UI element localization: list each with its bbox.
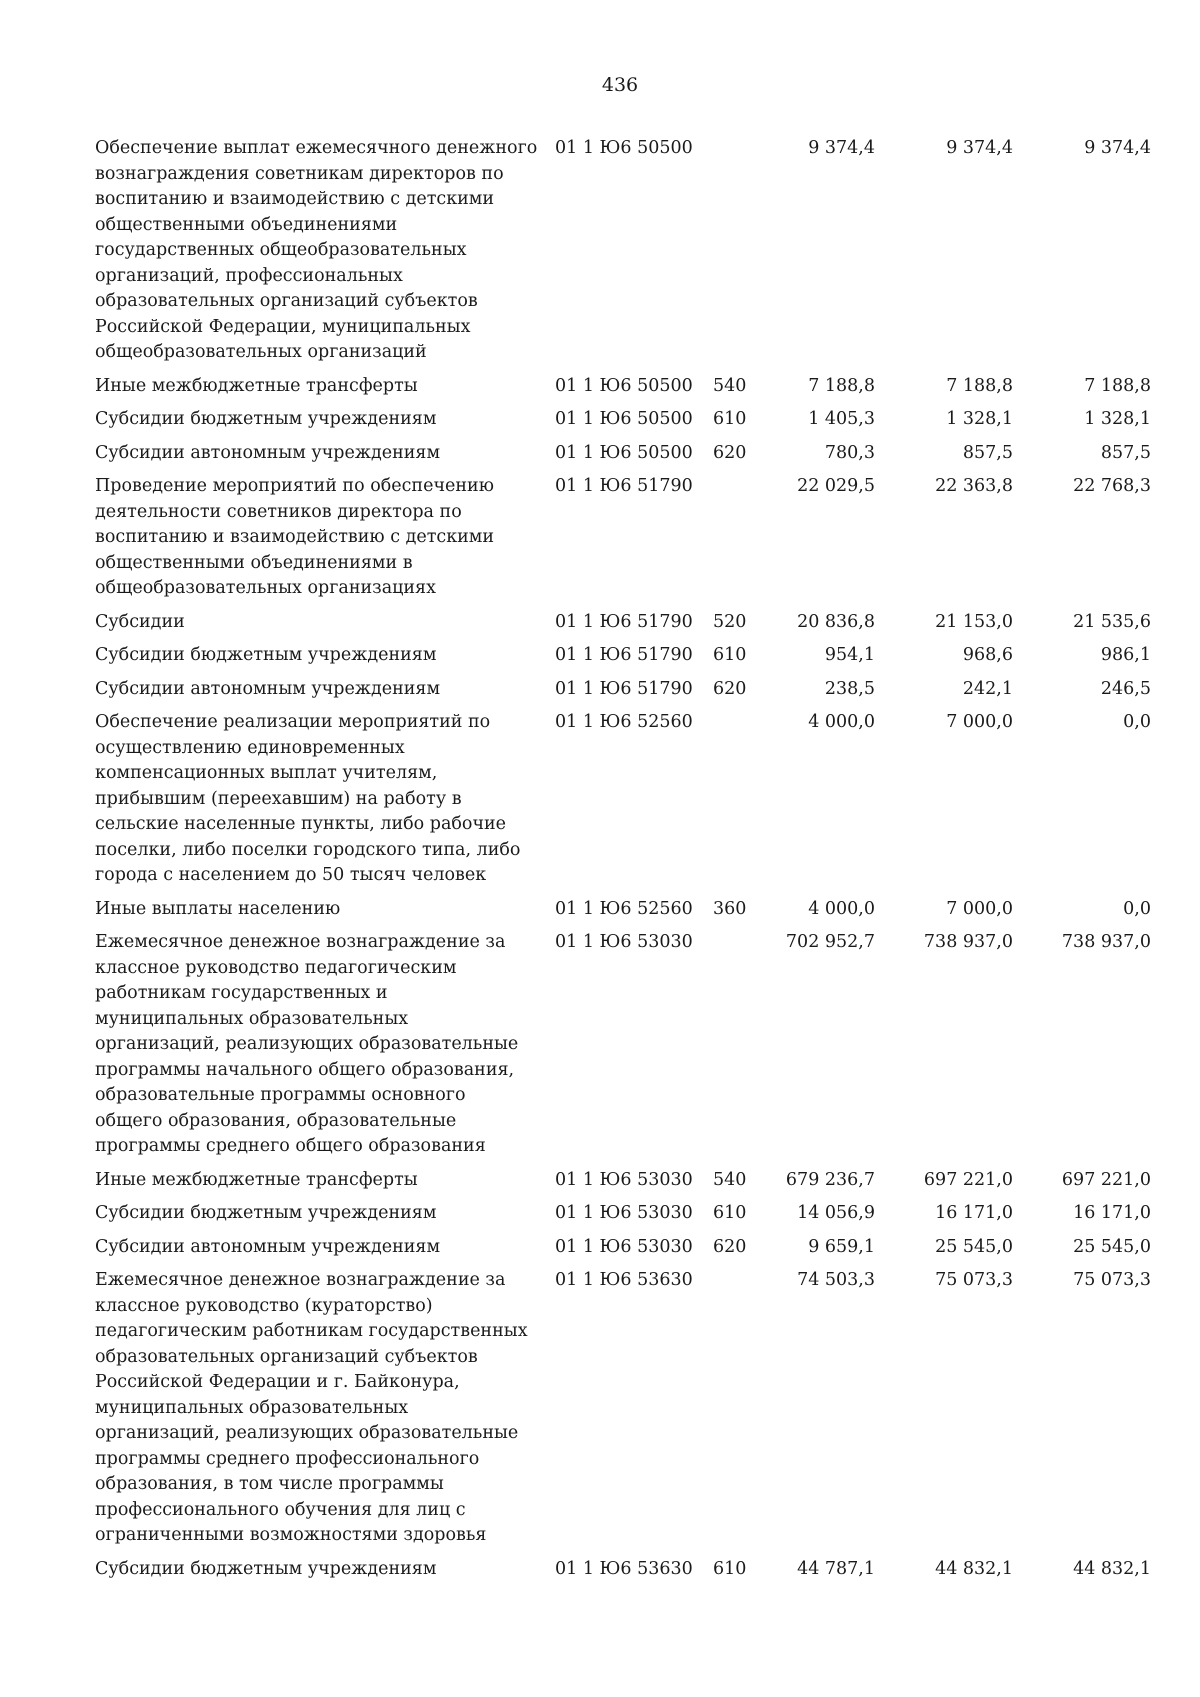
row-description: Субсидии	[95, 611, 185, 632]
row-code: 01 1 Ю6 51790	[555, 476, 693, 496]
row-value-year-1: 679 236,7	[785, 1169, 875, 1190]
table-row	[95, 1201, 1165, 1227]
row-value-year-3: 246,5	[1100, 678, 1151, 699]
row-expense-type: 610	[713, 1558, 747, 1579]
table-row	[95, 677, 1165, 703]
row-value-year-3: 738 937,0	[1061, 932, 1151, 952]
table-row	[95, 136, 1165, 366]
row-expense-type: 620	[713, 1236, 747, 1257]
table-row	[95, 1557, 1165, 1583]
row-value-year-2: 242,1	[962, 678, 1013, 699]
row-value-year-2: 857,5	[962, 442, 1013, 463]
row-value-year-1: 1 405,3	[808, 409, 875, 429]
row-code: 01 1 Ю6 51790	[555, 611, 693, 632]
row-value-year-1: 702 952,7	[785, 932, 875, 952]
row-value-year-2: 44 832,1	[935, 1558, 1013, 1579]
row-value-year-1: 20 836,8	[797, 611, 875, 632]
row-value-year-1: 4 000,0	[808, 898, 875, 919]
row-description: Субсидии автономным учреждениям	[95, 678, 441, 699]
row-value-year-1: 954,1	[824, 645, 875, 665]
table-row	[95, 710, 1165, 889]
row-value-year-1: 44 787,1	[797, 1558, 875, 1579]
budget-table	[95, 136, 1165, 1590]
table-row	[95, 407, 1165, 433]
row-value-year-3: 0,0	[1123, 898, 1151, 919]
table-row	[95, 1235, 1165, 1261]
row-value-year-2: 25 545,0	[935, 1236, 1013, 1257]
table-row	[95, 1268, 1165, 1549]
row-expense-type: 540	[713, 375, 747, 396]
row-value-year-3: 25 545,0	[1073, 1236, 1151, 1257]
row-value-year-3: 697 221,0	[1061, 1169, 1151, 1190]
row-value-year-1: 7 188,8	[808, 375, 875, 396]
row-value-year-1: 22 029,5	[797, 476, 875, 496]
row-description: Субсидии бюджетным учреждениям	[95, 1203, 437, 1223]
row-description: Иные выплаты населению	[95, 898, 341, 919]
row-value-year-1: 4 000,0	[808, 712, 875, 732]
row-value-year-3: 9 374,4	[1084, 138, 1151, 158]
row-code: 01 1 Ю6 50500	[555, 138, 693, 158]
row-code: 01 1 Ю6 53630	[555, 1558, 693, 1579]
row-value-year-1: 74 503,3	[797, 1270, 875, 1290]
row-description: Субсидии бюджетным учреждениям	[95, 645, 437, 665]
row-description: Субсидии автономным учреждениям	[95, 1236, 441, 1257]
row-value-year-3: 7 188,8	[1084, 375, 1151, 396]
table-row	[95, 643, 1165, 669]
row-code: 01 1 Ю6 53630	[555, 1270, 693, 1290]
row-code: 01 1 Ю6 53030	[555, 1169, 693, 1190]
row-value-year-1: 9 659,1	[808, 1236, 875, 1257]
table-row	[95, 374, 1165, 400]
page-number: 436	[601, 74, 639, 96]
row-code: 01 1 Ю6 53030	[555, 1236, 693, 1257]
table-row	[95, 897, 1165, 923]
row-description: Субсидии автономным учреждениям	[95, 442, 441, 463]
row-value-year-2: 22 363,8	[935, 476, 1013, 496]
row-expense-type: 610	[713, 1203, 747, 1223]
row-value-year-3: 857,5	[1100, 442, 1151, 463]
row-code: 01 1 Ю6 50500	[555, 375, 693, 396]
row-expense-type: 620	[713, 678, 747, 699]
row-description: Субсидии бюджетным учреждениям	[95, 409, 437, 429]
row-value-year-3: 75 073,3	[1073, 1270, 1151, 1290]
row-value-year-3: 0,0	[1123, 712, 1151, 732]
row-description: Проведение мероприятий по обеспечению деятельности советников директора по воспитанию и взаимодействию с детскими общественными объединениями в общеобразовательных организациях	[95, 476, 495, 598]
row-value-year-3: 21 535,6	[1073, 611, 1151, 632]
row-value-year-3: 44 832,1	[1073, 1558, 1151, 1579]
table-row	[95, 474, 1165, 602]
row-description: Иные межбюджетные трансферты	[95, 1169, 418, 1190]
row-value-year-2: 738 937,0	[923, 932, 1013, 952]
row-description: Обеспечение выплат ежемесячного денежного вознаграждения советникам директоров по воспитанию и взаимодействию с детскими общественными объединениями государственных общеобразовательных организаций, профессиональных образовательных организаций субъектов Российской Федерации, муниципальных общеобразовательных организаций	[95, 138, 538, 362]
row-value-year-2: 7 000,0	[946, 712, 1013, 732]
row-expense-type: 360	[713, 898, 747, 919]
row-code: 01 1 Ю6 50500	[555, 442, 693, 463]
row-description: Иные межбюджетные трансферты	[95, 375, 418, 396]
row-code: 01 1 Ю6 51790	[555, 678, 693, 699]
table-row	[95, 930, 1165, 1160]
row-code: 01 1 Ю6 52560	[555, 712, 693, 732]
row-expense-type: 610	[713, 409, 747, 429]
row-value-year-1: 14 056,9	[797, 1203, 875, 1223]
row-description: Ежемесячное денежное вознаграждение за классное руководство (кураторство) педагогическим работникам государственных образовательных организаций субъектов Российской Федерации и г. Байконура, муниципальных образовательных организаций, реализующих образовательные программы среднего профессионального образования, в том числе программы профессионального обучения для лиц с ограниченными возможностями здоровья	[95, 1270, 528, 1545]
row-value-year-1: 238,5	[824, 678, 875, 699]
row-description: Обеспечение реализации мероприятий по осуществлению единовременных компенсационных выплат учителям, прибывшим (переехавшим) на работу в сельские населенные пункты, либо рабочие поселки, либо поселки городского типа, либо города с населением до 50 тысяч человек	[95, 712, 521, 885]
row-code: 01 1 Ю6 51790	[555, 645, 693, 665]
row-description: Субсидии бюджетным учреждениям	[95, 1558, 437, 1579]
row-value-year-2: 16 171,0	[935, 1203, 1013, 1223]
row-expense-type: 520	[713, 611, 747, 632]
row-expense-type: 610	[713, 645, 747, 665]
row-value-year-2: 1 328,1	[946, 409, 1013, 429]
row-code: 01 1 Ю6 50500	[555, 409, 693, 429]
row-value-year-1: 780,3	[824, 442, 875, 463]
row-value-year-3: 22 768,3	[1073, 476, 1151, 496]
row-value-year-3: 16 171,0	[1073, 1203, 1151, 1223]
row-value-year-2: 697 221,0	[923, 1169, 1013, 1190]
row-value-year-3: 986,1	[1100, 645, 1151, 665]
table-row	[95, 441, 1165, 467]
row-description: Ежемесячное денежное вознаграждение за классное руководство педагогическим работникам государственных и муниципальных образовательных организаций, реализующих образовательные программы начального общего образования, образовательные программы основного общего образования, образовательные программы среднего общего образования	[95, 932, 519, 1156]
row-value-year-2: 75 073,3	[935, 1270, 1013, 1290]
table-row	[95, 610, 1165, 636]
table-row	[95, 1168, 1165, 1194]
row-value-year-2: 7 000,0	[946, 898, 1013, 919]
row-expense-type: 540	[713, 1169, 747, 1190]
row-expense-type: 620	[713, 442, 747, 463]
row-value-year-2: 7 188,8	[946, 375, 1013, 396]
row-value-year-2: 21 153,0	[935, 611, 1013, 632]
row-value-year-2: 9 374,4	[946, 138, 1013, 158]
row-code: 01 1 Ю6 53030	[555, 1203, 693, 1223]
row-value-year-3: 1 328,1	[1084, 409, 1151, 429]
row-code: 01 1 Ю6 53030	[555, 932, 693, 952]
row-value-year-2: 968,6	[962, 645, 1013, 665]
row-code: 01 1 Ю6 52560	[555, 898, 693, 919]
row-value-year-1: 9 374,4	[808, 138, 875, 158]
